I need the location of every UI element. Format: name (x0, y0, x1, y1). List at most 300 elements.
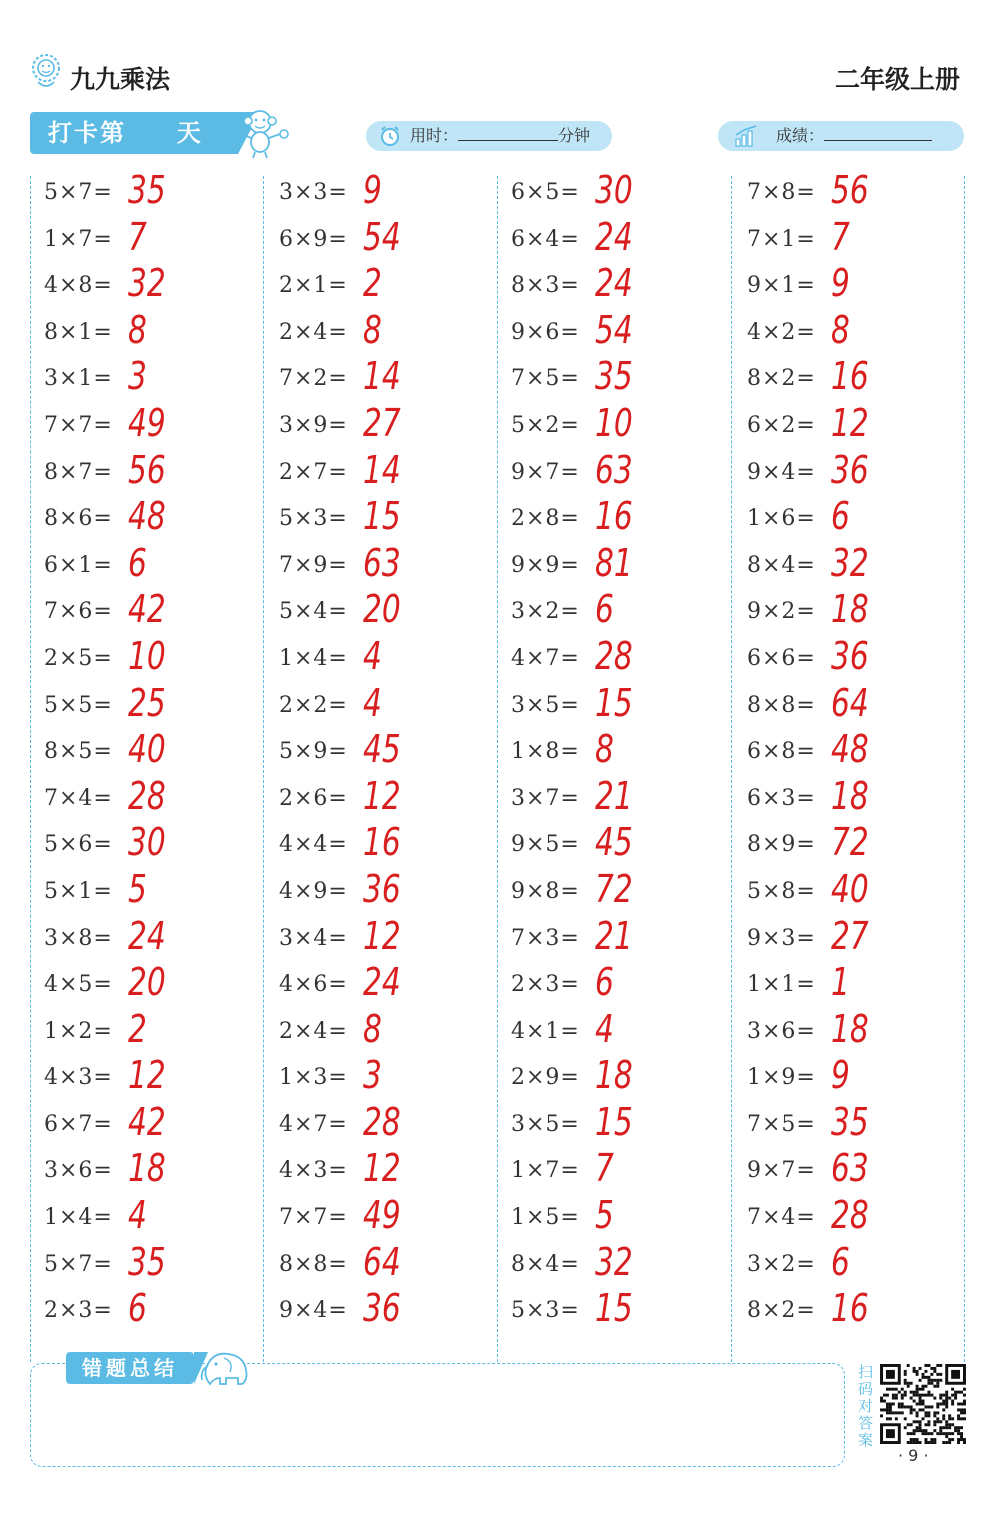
problem-equation: 6×1= (44, 552, 113, 578)
problem-row (511, 400, 741, 452)
problem-row (44, 261, 274, 312)
problem-row (747, 168, 977, 219)
problem-equation: 3×9= (279, 412, 348, 438)
scan-for-answers-label: 扫码对答案 (858, 1363, 874, 1449)
problem-equation: 4×3= (279, 1158, 348, 1184)
handwritten-answer[interactable]: 81 (595, 540, 633, 585)
qr-code[interactable] (880, 1364, 966, 1444)
problem-equation: 1×1= (747, 972, 816, 998)
problem-equation: 9×3= (747, 925, 816, 951)
problem-equation: 9×8= (511, 878, 580, 904)
handwritten-answer[interactable]: 27 (831, 913, 869, 958)
problem-row (747, 913, 977, 965)
problem-row (279, 261, 509, 312)
handwritten-answer[interactable]: 35 (128, 1239, 166, 1284)
problem-equation: 2×3= (511, 972, 580, 998)
handwritten-answer[interactable]: 12 (363, 773, 401, 818)
problem-row (44, 1146, 274, 1197)
problem-row (747, 1239, 977, 1291)
score-input-line[interactable] (824, 122, 932, 141)
handwritten-answer[interactable]: 6 (128, 1286, 147, 1331)
problem-equation: 8×2= (747, 366, 816, 392)
handwritten-answer[interactable]: 5 (128, 866, 147, 911)
problem-row (279, 214, 509, 266)
problem-equation: 5×3= (279, 506, 348, 532)
handwritten-answer[interactable]: 7 (128, 214, 147, 259)
handwritten-answer[interactable]: 8 (363, 307, 382, 352)
handwritten-answer[interactable]: 49 (363, 1193, 401, 1238)
mistake-summary-label: 错题总结 (66, 1352, 194, 1384)
problem-row (44, 820, 274, 871)
problem-row (44, 1053, 274, 1104)
problem-equation: 7×7= (279, 1205, 348, 1231)
handwritten-answer[interactable]: 30 (595, 168, 633, 212)
handwritten-answer[interactable]: 7 (595, 1146, 614, 1191)
problem-equation: 8×8= (747, 692, 816, 718)
handwritten-answer[interactable]: 14 (363, 447, 401, 492)
handwritten-answer[interactable]: 8 (363, 1006, 382, 1051)
elephant-icon (196, 1344, 254, 1390)
problem-equation: 4×4= (279, 832, 348, 858)
handwritten-answer[interactable]: 48 (831, 727, 869, 772)
problem-row (747, 214, 977, 266)
problem-equation: 3×5= (511, 1111, 580, 1137)
handwritten-answer[interactable]: 1 (831, 960, 850, 1005)
handwritten-answer[interactable]: 32 (595, 1239, 633, 1284)
handwritten-answer[interactable]: 49 (128, 400, 166, 445)
problem-row (747, 773, 977, 825)
problem-equation: 7×1= (747, 226, 816, 252)
problem-equation: 7×2= (279, 366, 348, 392)
handwritten-answer[interactable]: 18 (831, 587, 869, 632)
problem-row (44, 540, 274, 592)
handwritten-answer[interactable]: 35 (831, 1099, 869, 1144)
problem-row (279, 1053, 509, 1104)
problem-row (279, 960, 509, 1011)
handwritten-answer[interactable]: 24 (595, 214, 633, 259)
handwritten-answer[interactable]: 48 (128, 494, 166, 539)
problem-equation: 7×5= (747, 1111, 816, 1137)
problem-equation: 4×5= (44, 972, 113, 998)
handwritten-answer[interactable]: 4 (128, 1193, 147, 1238)
handwritten-answer[interactable]: 24 (595, 261, 633, 306)
problem-equation: 7×4= (44, 785, 113, 811)
problem-row (511, 773, 741, 825)
handwritten-answer[interactable]: 21 (595, 773, 633, 818)
problem-row (747, 1193, 977, 1244)
problem-row (511, 633, 741, 685)
handwritten-answer[interactable]: 16 (831, 1286, 869, 1331)
problem-row (511, 540, 741, 592)
handwritten-answer[interactable]: 54 (595, 307, 633, 352)
problem-equation: 9×9= (511, 552, 580, 578)
problem-row (747, 540, 977, 592)
problem-row (279, 1099, 509, 1151)
problem-row (511, 1193, 741, 1244)
problem-row (44, 1099, 274, 1151)
handwritten-answer[interactable]: 15 (595, 1099, 633, 1144)
handwritten-answer[interactable]: 27 (363, 400, 401, 445)
handwritten-answer[interactable]: 21 (595, 913, 633, 958)
problem-row (279, 727, 509, 778)
checkin-prefix: 打卡第 (48, 119, 126, 147)
problem-row (279, 1193, 509, 1244)
handwritten-answer[interactable]: 20 (128, 960, 166, 1005)
problem-row (279, 1006, 509, 1058)
handwritten-answer[interactable]: 6 (831, 494, 850, 539)
problem-equation: 7×4= (747, 1205, 816, 1231)
handwritten-answer[interactable]: 2 (128, 1006, 147, 1051)
problem-row (279, 1146, 509, 1197)
problem-row (279, 168, 509, 219)
problem-equation: 8×3= (511, 273, 580, 299)
problem-row (279, 494, 509, 545)
problem-equation: 6×6= (747, 645, 816, 671)
handwritten-answer[interactable]: 32 (831, 540, 869, 585)
problem-equation: 3×2= (747, 1251, 816, 1277)
problem-equation: 4×6= (279, 972, 348, 998)
problem-equation: 8×5= (44, 739, 113, 765)
problem-row (44, 633, 274, 685)
handwritten-answer[interactable]: 35 (128, 168, 166, 212)
handwritten-answer[interactable]: 9 (363, 168, 382, 212)
problem-equation: 8×9= (747, 832, 816, 858)
handwritten-answer[interactable]: 12 (363, 913, 401, 958)
handwritten-answer[interactable]: 4 (363, 633, 382, 678)
problem-equation: 2×7= (279, 459, 348, 485)
handwritten-answer[interactable]: 18 (128, 1146, 166, 1191)
problem-row (747, 494, 977, 545)
handwritten-answer[interactable]: 8 (595, 727, 614, 772)
problem-row (44, 960, 274, 1011)
problem-equation: 9×7= (511, 459, 580, 485)
problem-equation: 6×2= (747, 412, 816, 438)
problem-column-4 (747, 168, 977, 1337)
problem-equation: 3×2= (511, 599, 580, 625)
problem-equation: 1×7= (44, 226, 113, 252)
handwritten-answer[interactable]: 63 (595, 447, 633, 492)
handwritten-answer[interactable]: 6 (831, 1239, 850, 1284)
problem-equation: 8×4= (511, 1251, 580, 1277)
problem-row (511, 866, 741, 918)
problem-row (279, 773, 509, 825)
handwritten-answer[interactable]: 24 (363, 960, 401, 1005)
handwritten-answer[interactable]: 6 (128, 540, 147, 585)
problem-row (44, 1239, 274, 1291)
time-field (366, 121, 612, 151)
problem-equation: 7×6= (44, 599, 113, 625)
handwritten-answer[interactable]: 6 (595, 587, 614, 632)
problem-row (44, 1193, 274, 1244)
problem-row (279, 633, 509, 685)
problem-equation: 5×7= (44, 1251, 113, 1277)
handwritten-answer[interactable]: 30 (128, 820, 166, 865)
handwritten-answer[interactable]: 63 (831, 1146, 869, 1191)
problem-equation: 6×7= (44, 1111, 113, 1137)
handwritten-answer[interactable]: 45 (363, 727, 401, 772)
problem-equation: 6×3= (747, 785, 816, 811)
handwritten-answer[interactable]: 4 (363, 680, 382, 725)
time-label: 用时： (410, 126, 459, 145)
problem-row (44, 447, 274, 499)
problem-row (279, 587, 509, 638)
problem-row (747, 727, 977, 778)
problem-row (44, 1006, 274, 1058)
problem-equation: 1×7= (511, 1158, 580, 1184)
problem-equation: 8×2= (747, 1298, 816, 1324)
problem-row (44, 168, 274, 219)
page-number: · 9 · (898, 1446, 929, 1465)
problem-row (747, 1099, 977, 1151)
problem-row (747, 1006, 977, 1058)
problem-row (279, 820, 509, 871)
problem-column-1 (44, 168, 274, 1337)
problem-equation: 4×2= (747, 319, 816, 345)
problem-equation: 8×6= (44, 506, 113, 532)
problem-equation: 4×1= (511, 1018, 580, 1044)
problem-equation: 1×5= (511, 1205, 580, 1231)
problem-equation: 3×5= (511, 692, 580, 718)
problem-equation: 3×7= (511, 785, 580, 811)
handwritten-answer[interactable]: 3 (128, 354, 147, 399)
handwritten-answer[interactable]: 40 (128, 727, 166, 772)
problem-row (747, 1146, 977, 1197)
book-title: 九九乘法 (70, 65, 171, 94)
monkey-icon (234, 104, 290, 160)
handwritten-answer[interactable]: 9 (831, 261, 850, 306)
handwritten-answer[interactable]: 20 (363, 587, 401, 632)
handwritten-answer[interactable]: 15 (595, 680, 633, 725)
problem-equation: 5×4= (279, 599, 348, 625)
problem-equation: 9×6= (511, 319, 580, 345)
problem-row (511, 587, 741, 638)
handwritten-answer[interactable]: 63 (363, 540, 401, 585)
grade-label: 二年级上册 (834, 65, 960, 94)
handwritten-answer[interactable]: 28 (831, 1193, 869, 1238)
problem-equation: 3×6= (44, 1158, 113, 1184)
handwritten-answer[interactable]: 42 (128, 587, 166, 632)
problem-row (44, 1286, 274, 1337)
problem-equation: 4×9= (279, 878, 348, 904)
problem-row (511, 1286, 741, 1337)
handwritten-answer[interactable]: 56 (128, 447, 166, 492)
handwritten-answer[interactable]: 64 (363, 1239, 401, 1284)
problem-equation: 2×4= (279, 319, 348, 345)
problem-row (279, 866, 509, 918)
handwritten-answer[interactable]: 12 (831, 400, 869, 445)
problem-row (511, 1006, 741, 1058)
time-unit: 分钟 (558, 126, 591, 145)
problem-equation: 3×6= (747, 1018, 816, 1044)
problem-row (511, 261, 741, 312)
problem-row (44, 494, 274, 545)
handwritten-answer[interactable]: 28 (363, 1099, 401, 1144)
problem-equation: 2×2= (279, 692, 348, 718)
handwritten-answer[interactable]: 6 (595, 960, 614, 1005)
handwritten-answer[interactable]: 10 (595, 400, 633, 445)
handwritten-answer[interactable]: 56 (831, 168, 869, 212)
problem-equation: 2×8= (511, 506, 580, 532)
handwritten-answer[interactable]: 32 (128, 261, 166, 306)
problem-equation: 9×2= (747, 599, 816, 625)
handwritten-answer[interactable]: 36 (363, 1286, 401, 1331)
problem-row (747, 261, 977, 312)
problem-row (747, 400, 977, 452)
problem-equation: 8×4= (747, 552, 816, 578)
problem-row (279, 680, 509, 732)
time-input-line[interactable] (458, 122, 558, 141)
handwritten-answer[interactable]: 35 (595, 354, 633, 399)
problem-row (279, 1239, 509, 1291)
problem-equation: 6×9= (279, 226, 348, 252)
handwritten-answer[interactable]: 25 (128, 680, 166, 725)
problem-equation: 3×1= (44, 366, 113, 392)
problem-equation: 4×3= (44, 1065, 113, 1091)
problem-row (44, 400, 274, 452)
problem-column-2 (279, 168, 509, 1337)
handwritten-answer[interactable]: 16 (831, 354, 869, 399)
handwritten-answer[interactable]: 8 (128, 307, 147, 352)
problem-equation: 4×7= (511, 645, 580, 671)
problem-equation: 2×4= (279, 1018, 348, 1044)
problem-row (511, 820, 741, 871)
problem-equation: 5×3= (511, 1298, 580, 1324)
problem-equation: 9×4= (279, 1298, 348, 1324)
problem-row (747, 680, 977, 732)
problem-equation: 6×8= (747, 739, 816, 765)
problem-row (747, 866, 977, 918)
handwritten-answer[interactable]: 15 (595, 1286, 633, 1331)
problem-equation: 2×1= (279, 273, 348, 299)
problem-row (747, 960, 977, 1011)
problem-row (44, 307, 274, 359)
handwritten-answer[interactable]: 36 (831, 633, 869, 678)
problem-equation: 1×2= (44, 1018, 113, 1044)
problem-row (44, 354, 274, 405)
problem-row (511, 1146, 741, 1197)
problem-equation: 7×9= (279, 552, 348, 578)
handwritten-answer[interactable]: 9 (831, 1053, 850, 1098)
handwritten-answer[interactable]: 18 (831, 1006, 869, 1051)
problem-equation: 1×6= (747, 506, 816, 532)
problem-column-3 (511, 168, 741, 1337)
handwritten-answer[interactable]: 64 (831, 680, 869, 725)
handwritten-answer[interactable]: 72 (595, 866, 633, 911)
problem-row (279, 354, 509, 405)
problem-row (511, 1053, 741, 1104)
problem-row (279, 913, 509, 965)
handwritten-answer[interactable]: 28 (128, 773, 166, 818)
problem-row (747, 447, 977, 499)
problem-equation: 5×1= (44, 878, 113, 904)
problem-row (279, 400, 509, 452)
problem-equation: 2×6= (279, 785, 348, 811)
problem-equation: 7×7= (44, 412, 113, 438)
problem-row (44, 587, 274, 638)
handwritten-answer[interactable]: 45 (595, 820, 633, 865)
problem-row (511, 354, 741, 405)
problem-row (511, 960, 741, 1011)
problem-equation: 2×5= (44, 645, 113, 671)
problem-row (511, 727, 741, 778)
problem-row (747, 1053, 977, 1104)
handwritten-answer[interactable]: 24 (128, 913, 166, 958)
handwritten-answer[interactable]: 28 (595, 633, 633, 678)
problem-row (511, 307, 741, 359)
problem-row (511, 168, 741, 219)
handwritten-answer[interactable]: 18 (831, 773, 869, 818)
handwritten-answer[interactable]: 12 (363, 1146, 401, 1191)
problem-equation: 1×3= (279, 1065, 348, 1091)
handwritten-answer[interactable]: 18 (595, 1053, 633, 1098)
problem-row (511, 214, 741, 266)
problem-equation: 7×3= (511, 925, 580, 951)
handwritten-answer[interactable]: 72 (831, 820, 869, 865)
handwritten-answer[interactable]: 40 (831, 866, 869, 911)
lion-icon (28, 52, 64, 92)
problem-row (511, 680, 741, 732)
handwritten-answer[interactable]: 36 (831, 447, 869, 492)
problem-equation: 8×7= (44, 459, 113, 485)
handwritten-answer[interactable]: 5 (595, 1193, 614, 1238)
checkin-suffix: 天 (176, 119, 203, 147)
problem-row (747, 820, 977, 871)
problem-equation: 1×9= (747, 1065, 816, 1091)
problem-row (747, 633, 977, 685)
handwritten-answer[interactable]: 3 (363, 1053, 382, 1098)
problem-row (44, 913, 274, 965)
problem-equation: 8×8= (279, 1251, 348, 1277)
handwritten-answer[interactable]: 10 (128, 633, 166, 678)
handwritten-answer[interactable]: 15 (363, 494, 401, 539)
handwritten-answer[interactable]: 2 (363, 261, 382, 306)
problem-equation: 5×2= (511, 412, 580, 438)
handwritten-answer[interactable]: 12 (128, 1053, 166, 1098)
handwritten-answer[interactable]: 54 (363, 214, 401, 259)
problem-equation: 9×5= (511, 832, 580, 858)
problem-equation: 9×1= (747, 273, 816, 299)
problem-equation: 8×1= (44, 319, 113, 345)
handwritten-answer[interactable]: 7 (831, 214, 850, 259)
problem-row (747, 587, 977, 638)
problem-equation: 5×7= (44, 180, 113, 205)
handwritten-answer[interactable]: 16 (595, 494, 633, 539)
score-field (718, 121, 964, 151)
problem-equation: 4×7= (279, 1111, 348, 1137)
problem-equation: 5×5= (44, 692, 113, 718)
handwritten-answer[interactable]: 36 (363, 866, 401, 911)
problem-equation: 5×9= (279, 739, 348, 765)
problem-row (44, 866, 274, 918)
clock-icon (378, 124, 402, 148)
handwritten-answer[interactable]: 42 (128, 1099, 166, 1144)
problem-row (44, 680, 274, 732)
problem-row (747, 354, 977, 405)
handwritten-answer[interactable]: 8 (831, 307, 850, 352)
handwritten-answer[interactable]: 14 (363, 354, 401, 399)
handwritten-answer[interactable]: 4 (595, 1006, 614, 1051)
problem-equation: 5×8= (747, 878, 816, 904)
problem-row (44, 214, 274, 266)
problem-equation: 6×5= (511, 180, 580, 205)
problem-row (44, 773, 274, 825)
handwritten-answer[interactable]: 16 (363, 820, 401, 865)
problem-row (747, 1286, 977, 1337)
problem-row (279, 447, 509, 499)
problem-equation: 3×4= (279, 925, 348, 951)
problem-row (511, 913, 741, 965)
problem-equation: 1×8= (511, 739, 580, 765)
